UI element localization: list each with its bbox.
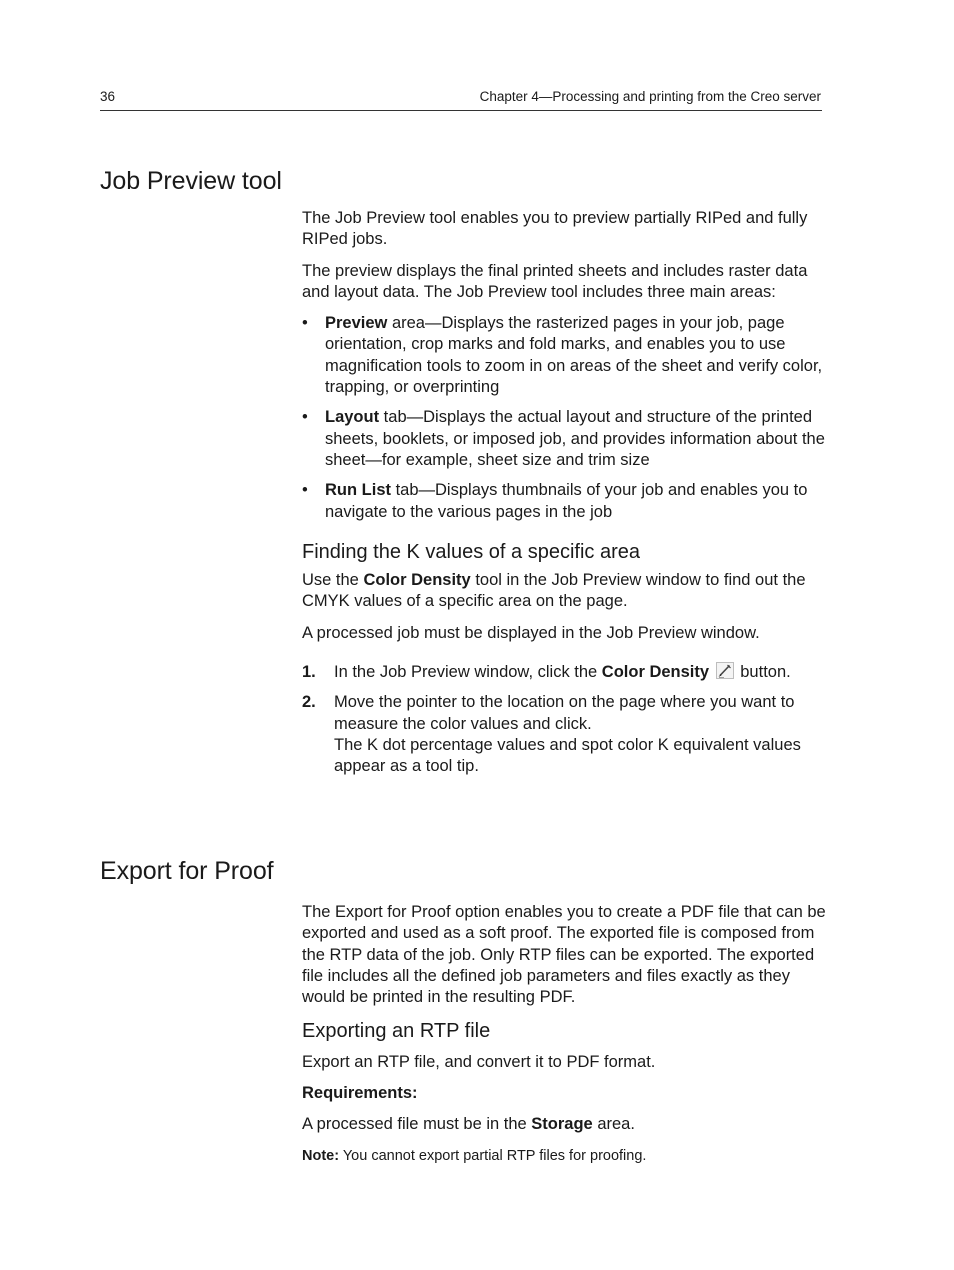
bullet: • (302, 314, 308, 333)
step-result: The K dot percentage values and spot color K equivalent values appear as a tool tip. (334, 735, 801, 776)
steps-list (302, 662, 827, 777)
areas-paragraph: The preview displays the final printed sheets and includes raster data and layout data. The Job Preview tool includes three main areas: (302, 261, 808, 301)
term-preview: Preview (325, 314, 388, 333)
note-text: You cannot export partial RTP files for proofing. (339, 1147, 647, 1164)
page-header (100, 88, 822, 111)
chapter-title: Chapter 4—Processing and printing from the Creo server (479, 89, 821, 104)
subsection-title-exporting-rtp: Exporting an RTP file (302, 1020, 491, 1043)
step-item (302, 692, 827, 777)
list-item (302, 480, 827, 523)
term-run-list: Run List (325, 481, 391, 500)
intro-paragraph: The Job Preview tool enables you to preview partially RIPed and fully RIPed jobs. (302, 209, 808, 249)
term-layout-description: tab—Displays the actual layout and structure of the printed sheets, booklets, or imposed job, and provides information about the sheet—for example, sheet size and trim size (325, 408, 825, 469)
bullet: • (302, 408, 308, 427)
section-body-job-preview (302, 208, 827, 787)
note (302, 1146, 827, 1167)
step-number: 2. (302, 693, 316, 712)
page-number: 36 (100, 89, 116, 104)
list-item (302, 407, 827, 471)
list-item (302, 313, 827, 398)
export-rtp-paragraph: Export an RTP file, and convert it to PDF format. (302, 1052, 656, 1071)
prerequisite-paragraph: A processed job must be displayed in the Job Preview window. (302, 623, 760, 642)
term-layout: Layout (325, 408, 380, 427)
subsection-title-finding-k-values: Finding the K values of a specific area (302, 540, 640, 563)
export-intro-paragraph: The Export for Proof option enables you to create a PDF file that can be exported and used as a soft proof. The exported file is composed from the RTP data of the job. Only RTP files can be exported. The exported file includes all the defined job parameters and files exactly as they would be printed in the resulting PDF. (302, 903, 826, 1007)
step-instruction: Move the pointer to the location on the page where you want to measure the color values and click. (334, 693, 795, 733)
note-label: Note: (302, 1147, 340, 1164)
term-preview-description: area—Displays the rasterized pages in your job, page orientation, crop marks and fold marks, and enables you to use magnification tools to zoom in on areas of the sheet and verify color, trapping, or overprinting (325, 314, 823, 397)
term-run-list-description: tab—Displays thumbnails of your job and enables you to navigate to the various pages in the job (325, 481, 808, 521)
color-density-pen-icon (716, 662, 734, 679)
requirements-label: Requirements: (302, 1084, 418, 1103)
term-storage: Storage (531, 1115, 593, 1134)
bullet: • (302, 481, 308, 500)
step-item: 1. In the Job Preview window, click the Color Density button. (302, 662, 827, 683)
requirements-paragraph: A processed file must be in the Storage area. (302, 1115, 635, 1134)
section-title-export-for-proof: Export for Proof (100, 857, 274, 885)
section-title-job-preview-tool: Job Preview tool (100, 167, 282, 195)
color-density-paragraph: Use the Color Density tool in the Job Preview window to find out the CMYK values of a specific area on the page. (302, 571, 806, 611)
term-color-density: Color Density (363, 571, 471, 590)
areas-list (302, 313, 827, 523)
step-number: 1. (302, 663, 316, 682)
section-body-export-for-proof (302, 902, 827, 1177)
term-color-density-button: Color Density (601, 663, 710, 682)
